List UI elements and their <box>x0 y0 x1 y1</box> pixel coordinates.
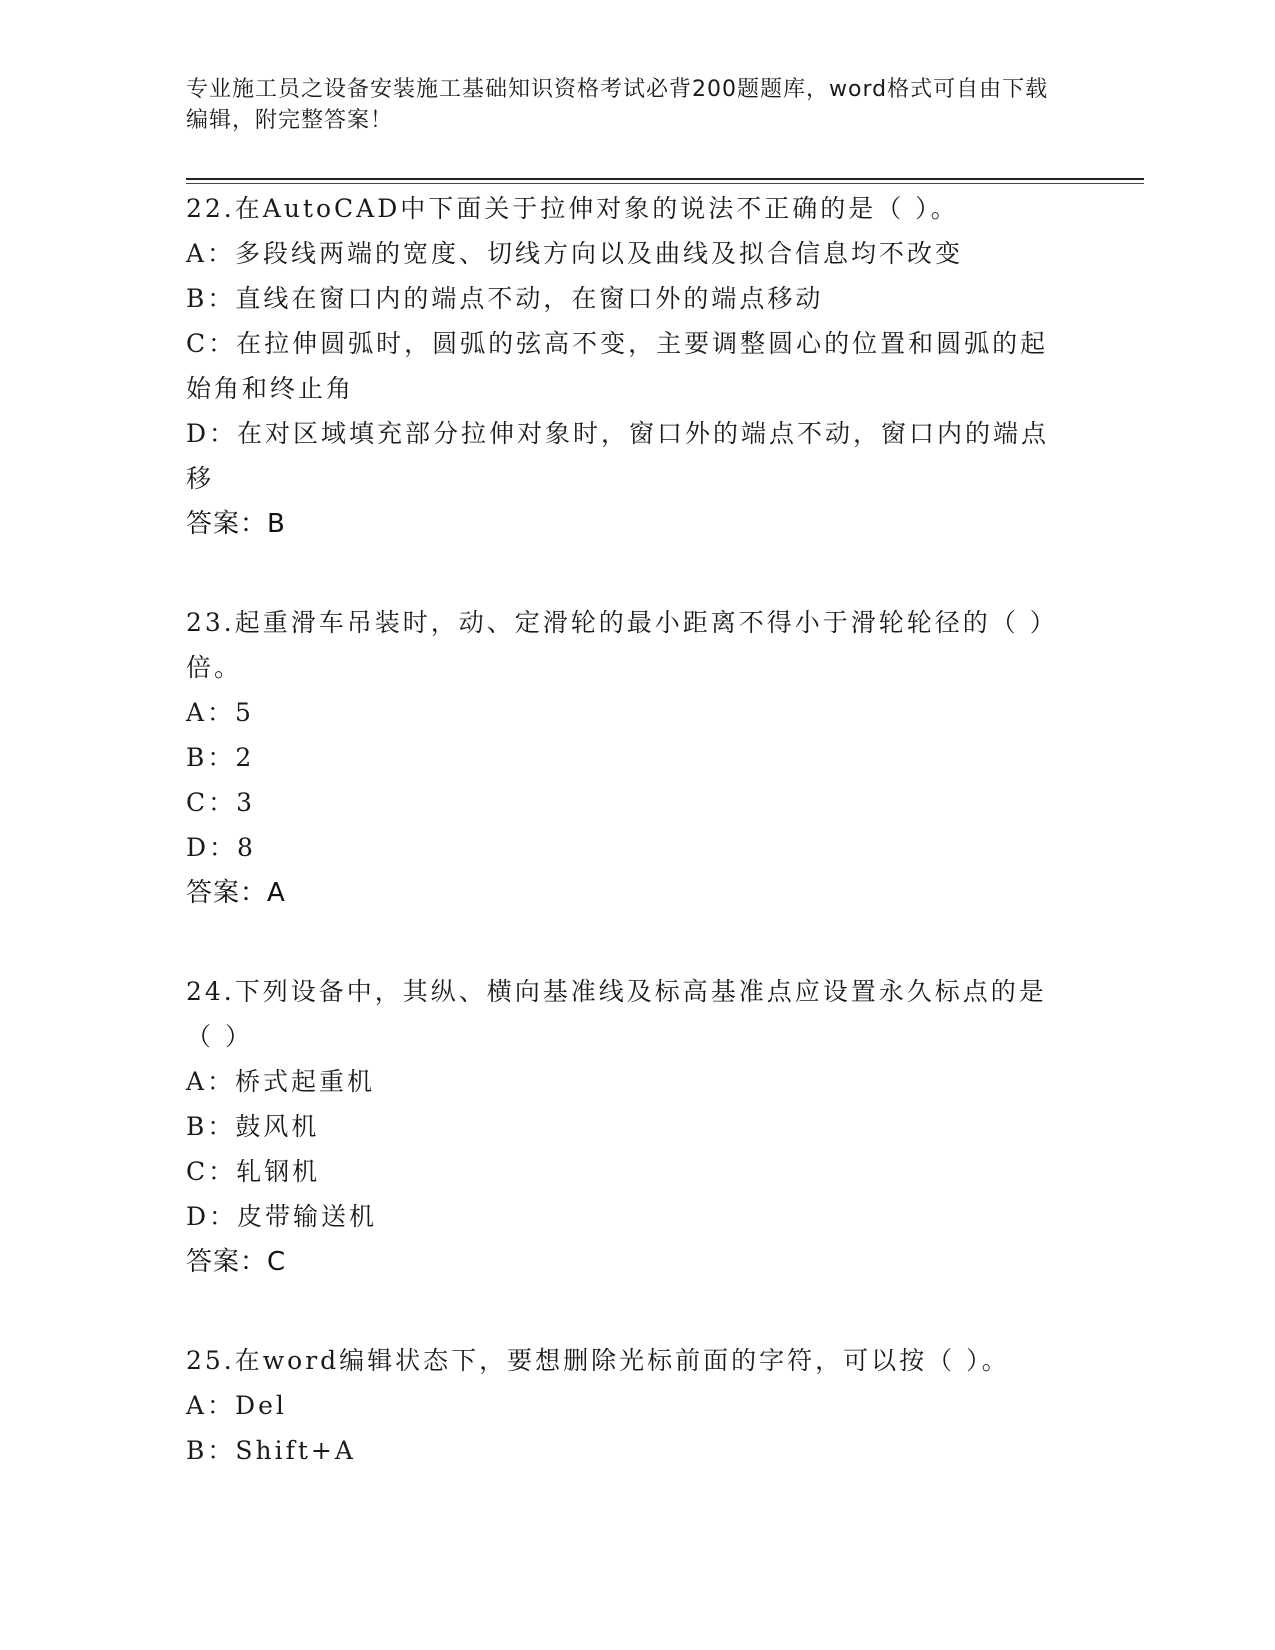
option-c: C：在拉伸圆弧时，圆弧的弦高不变，主要调整圆心的位置和圆弧的起始角和终止角 <box>186 329 1049 403</box>
question-stem: 25.在word编辑状态下，要想删除光标前面的字符，可以按（ ）。 <box>186 1346 1010 1375</box>
document-header: 专业施工员之设备安装施工基础知识资格考试必背200题题库，word格式可自由下载编辑，附完整答案！ <box>186 77 1049 133</box>
question-25 <box>186 1338 1066 1473</box>
question-stem: 22.在AutoCAD中下面关于拉伸对象的说法不正确的是（ ）。 <box>186 194 959 223</box>
option-d: D：皮带输送机 <box>186 1202 378 1231</box>
option-d: D：在对区域填充部分拉伸对象时，窗口外的端点不动，窗口内的端点移 <box>186 419 1050 493</box>
option-a: A：5 <box>186 698 254 727</box>
option-b: B：鼓风机 <box>186 1112 320 1141</box>
answer-text: 答案：B <box>186 509 286 539</box>
option-b: B：Shift+A <box>186 1436 356 1465</box>
option-c: C：轧钢机 <box>186 1157 321 1186</box>
question-24 <box>186 969 1066 1285</box>
question-22 <box>186 186 1066 547</box>
question-list <box>186 186 1066 1526</box>
question-stem: 23.起重滑车吊装时，动、定滑轮的最小距离不得小于滑轮轮径的（ ）倍。 <box>186 608 1058 682</box>
answer-text: 答案：C <box>186 1247 287 1277</box>
option-a: A：桥式起重机 <box>186 1067 376 1096</box>
header-divider-thin <box>186 183 1144 184</box>
option-d: D：8 <box>186 833 256 862</box>
option-a: A：Del <box>186 1391 287 1420</box>
option-b: B：直线在窗口内的端点不动，在窗口外的端点移动 <box>186 284 824 313</box>
question-23 <box>186 600 1066 916</box>
option-b: B：2 <box>186 743 255 772</box>
option-a: A：多段线两端的宽度、切线方向以及曲线及拟合信息均不改变 <box>186 239 964 268</box>
header-divider-thick <box>186 178 1144 180</box>
question-stem: 24.下列设备中，其纵、横向基准线及标高基准点应设置永久标点的是（ ） <box>186 977 1047 1051</box>
answer-text: 答案：A <box>186 878 286 908</box>
option-c: C：3 <box>186 788 256 817</box>
